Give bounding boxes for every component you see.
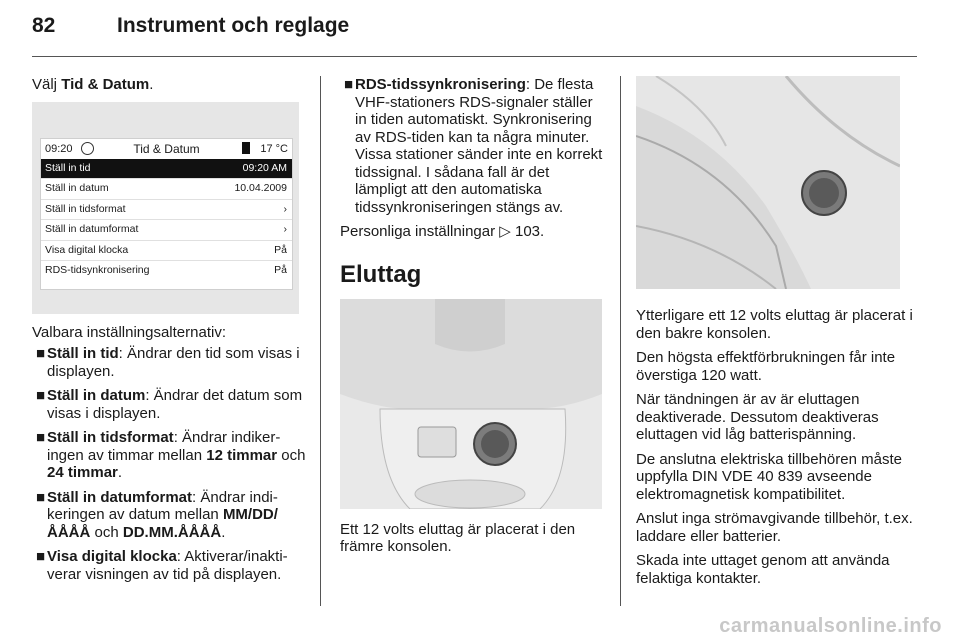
display-screenshot: [32, 102, 299, 314]
list-item: ■ Ställ in datum: Ändrar det datum som visas i displayen.: [36, 387, 303, 422]
column-2: [340, 76, 605, 556]
paragraph: När tändningen är av är eluttagen deaktiverade. Dessutom deaktiveras eluttagen vid låg batterispänning.: [636, 391, 879, 443]
list-item: ■ Ställ in tidsformat: Ändrar indikeringen av timmar mellan 12 timmar och 24 timmar.: [36, 429, 306, 481]
column-divider-1: [320, 76, 321, 606]
display-row: Ställ in datum 10.04.2009: [41, 178, 292, 199]
display-temperature: 17 °C: [260, 142, 288, 155]
display-clock: 09:20: [45, 142, 73, 155]
display-topbar: [41, 139, 292, 159]
display-title: Tid & Datum: [133, 141, 200, 156]
paragraph: Ytterligare ett 12 volts eluttag är placerat i den bakre konsolen.: [636, 307, 913, 342]
column-3: [636, 76, 916, 587]
header-rule: [32, 56, 917, 57]
cross-reference[interactable]: Personliga inställningar ▷ 103.: [340, 223, 545, 240]
photo-caption: Ett 12 volts eluttag är placerat i den främre konsolen.: [340, 520, 576, 555]
paragraph: De anslutna elektriska tillbehören måste uppfylla DIN VDE 40 839 avseende elektromagnetisk kompatibilitet.: [636, 450, 902, 503]
section-heading: Eluttag: [340, 260, 422, 288]
page-title: Instrument och reglage: [117, 14, 350, 37]
rear-console-photo: [636, 76, 900, 289]
front-console-photo: [340, 299, 602, 509]
list-item: ■ Ställ in tid: Ändrar den tid som visas i displayen.: [36, 345, 300, 380]
paragraph: Den högsta effektförbrukningen får inte överstiga 120 watt.: [636, 349, 896, 384]
page-number: 82: [32, 14, 56, 37]
display-row: RDS-tidsynkronisering På: [41, 260, 292, 281]
rear-outlet-illustration: [636, 76, 900, 289]
list-item: ■ Ställ in datumformat: Ändrar indikeringen av datum mellan MM/DD/ÅÅÅÅ och DD.MM.ÅÅÅÅ.: [36, 488, 278, 541]
page-header: [0, 0, 960, 54]
column-1: [32, 76, 309, 590]
display-row: Ställ in datumformat ›: [41, 219, 292, 240]
paragraph: Anslut inga strömavgivande tillbehör, t.ex. laddare eller batterier.: [636, 510, 913, 545]
display-panel: [40, 138, 293, 290]
display-row: Visa digital klocka På: [41, 240, 292, 261]
paragraph: Skada inte uttaget genom att använda felaktiga kontakter.: [636, 552, 890, 587]
list-item: ■ RDS-tidssynkronisering: De flesta VHF-stationers RDS-signaler ställer in tiden automatiskt. Synkronisering av RDS-tiden kan ta några minuter. Vissa stationer sänder inte en korrekt tidssignal. I sådana fall är det lämpligt att den automatiska tidssynkroniseringen stängs av.: [344, 76, 603, 216]
options-heading: Valbara inställningsalternativ:: [32, 323, 226, 341]
display-row: Ställ in tidsformat ›: [41, 199, 292, 220]
intro-text: Välj Tid & Datum.: [32, 76, 154, 93]
options-list: [32, 345, 309, 583]
column-divider-2: [620, 76, 621, 606]
watermark: carmanualsonline.info: [719, 615, 942, 637]
front-outlet-illustration: [340, 299, 602, 509]
display-row: Ställ in tid 09:20 AM: [41, 159, 292, 179]
page-ref-icon: ▷: [499, 223, 511, 240]
list-item: ■ Visa digital klocka: Aktiverar/inaktiverar visningen av tid på displayen.: [36, 548, 288, 583]
rds-list: [340, 76, 605, 216]
phone-icon: [242, 142, 250, 154]
